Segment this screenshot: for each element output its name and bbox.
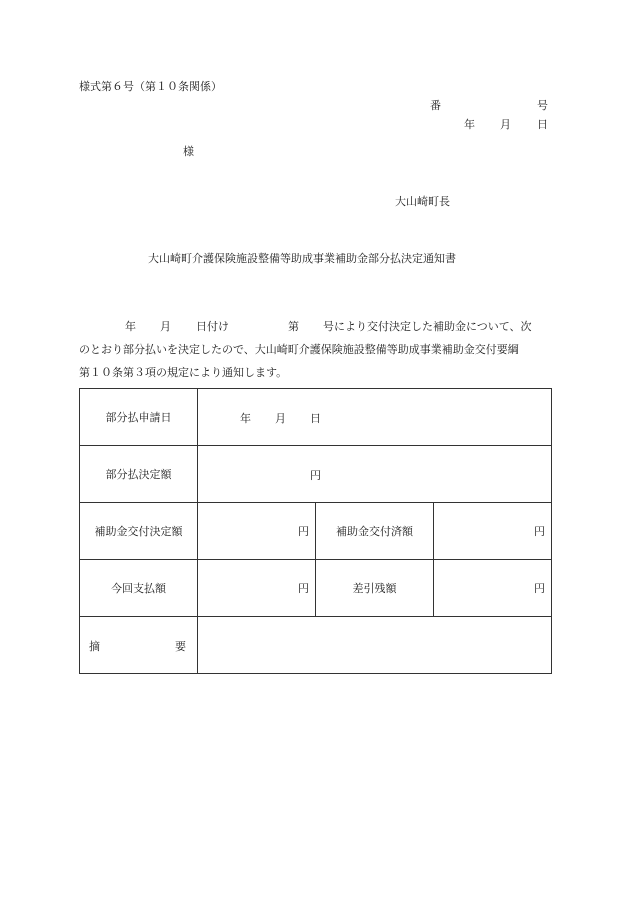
remarks-value [198, 617, 552, 674]
form-id: 様式第６号（第１０条関係） [79, 80, 222, 93]
remarks-label [80, 617, 198, 674]
body-line1-rest: 号により交付決定した補助金について、次 [323, 320, 532, 333]
balance-unit: 円 [434, 560, 552, 617]
decided-amount-unit: 円 [310, 469, 321, 482]
payment-table [79, 388, 552, 674]
table-row [80, 503, 552, 560]
remarks-label-b: 要 [175, 640, 186, 653]
number-suffix: 号 [537, 99, 548, 112]
grant-paid-unit: 円 [434, 503, 552, 560]
application-date-value [198, 389, 552, 446]
body-line-2: のとおり部分払いを決定したので、大山崎町介護保険施設整備等助成事業補助金交付要綱 [79, 343, 519, 356]
body-date-suffix: 日付け [196, 320, 229, 333]
body-line-1 [79, 315, 551, 338]
header-year: 年 [464, 118, 475, 131]
current-payment-label: 今回支払額 [80, 560, 198, 617]
table-row [80, 446, 552, 503]
table-row [80, 389, 552, 446]
body-month: 月 [160, 320, 171, 333]
grant-decided-unit: 円 [198, 503, 316, 560]
application-month: 月 [275, 412, 286, 425]
body-year: 年 [125, 320, 136, 333]
decided-amount-label: 部分払決定額 [80, 446, 198, 503]
grant-paid-label: 補助金交付済額 [316, 503, 434, 560]
table-row [80, 560, 552, 617]
application-day: 日 [310, 412, 321, 425]
decided-amount-value [198, 446, 552, 503]
document-title: 大山崎町介護保険施設整備等助成事業補助金部分払決定通知書 [148, 252, 456, 265]
grant-decided-label: 補助金交付決定額 [80, 503, 198, 560]
balance-label: 差引残額 [316, 560, 434, 617]
table-row [80, 617, 552, 674]
body-line-3: 第１０条第３項の規定により通知します。 [79, 366, 288, 379]
header-day: 日 [537, 118, 548, 131]
sender: 大山崎町長 [395, 195, 450, 208]
number-prefix: 番 [430, 99, 441, 112]
current-payment-unit: 円 [198, 560, 316, 617]
body-dai: 第 [288, 320, 299, 333]
header-month: 月 [500, 118, 511, 131]
application-date-label: 部分払申請日 [80, 389, 198, 446]
remarks-label-a: 摘 [89, 640, 100, 653]
application-year: 年 [240, 412, 251, 425]
addressee-honorific: 様 [183, 145, 194, 158]
